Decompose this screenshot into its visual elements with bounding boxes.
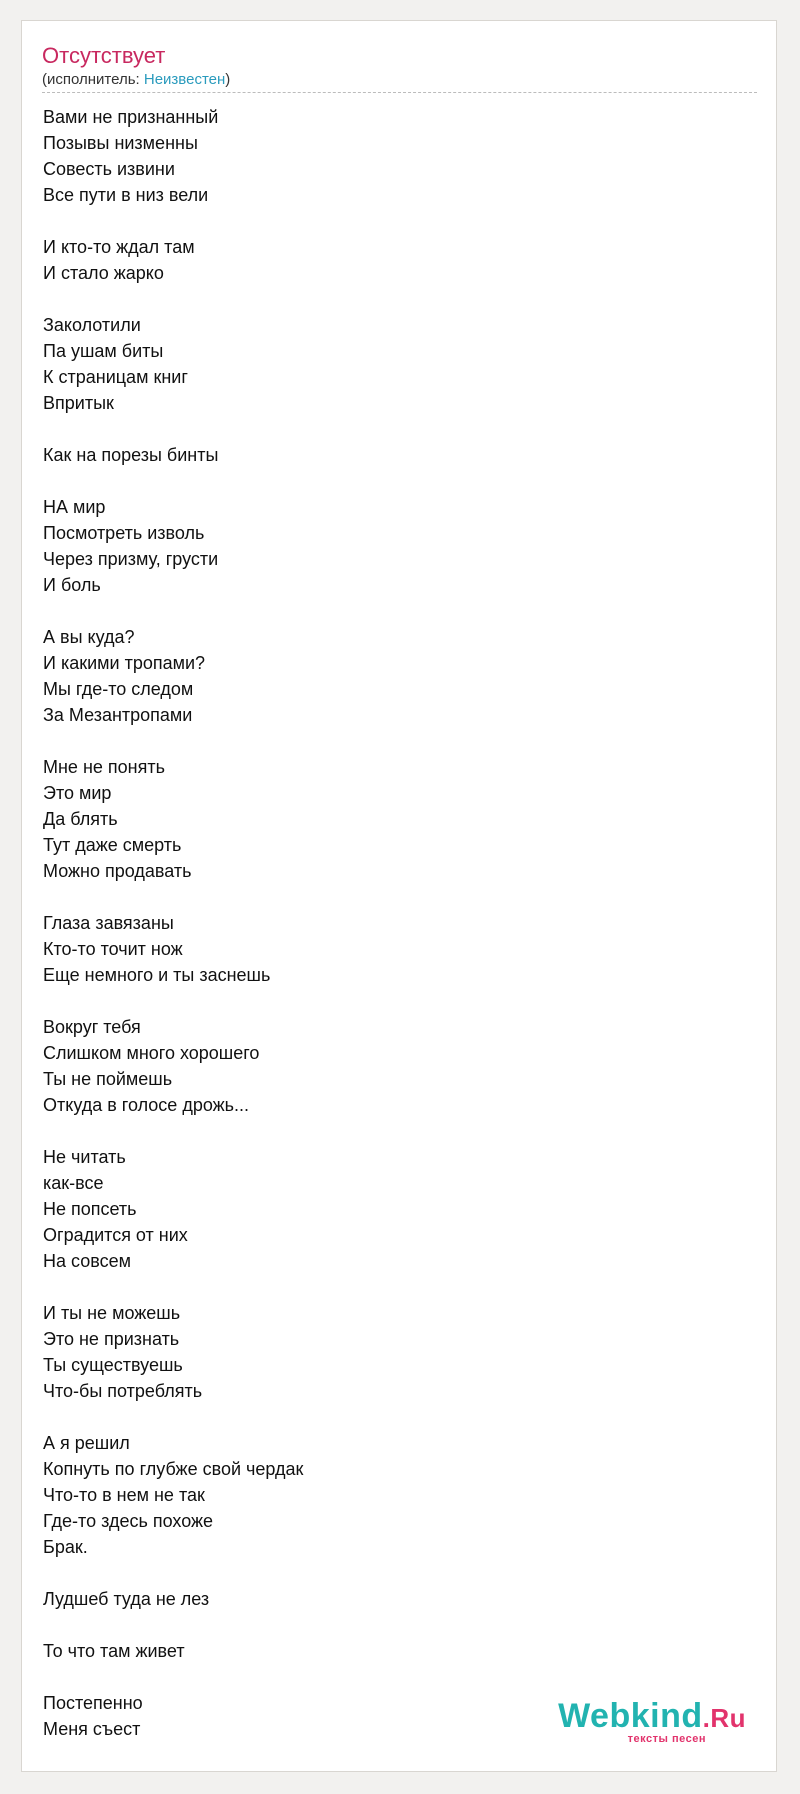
lyrics-line: Заколотили	[43, 315, 141, 335]
lyrics-line: Как на порезы бинты	[43, 445, 219, 465]
lyrics-stanza	[43, 104, 743, 208]
lyrics-line: Копнуть по глубже свой чердак	[43, 1459, 304, 1479]
watermark-tld: .Ru	[702, 1703, 746, 1733]
lyrics-line: Что-бы потреблять	[43, 1381, 203, 1401]
lyrics-line: НА мир	[43, 497, 106, 517]
performer-link[interactable]: Неизвестен	[143, 71, 226, 88]
lyrics-line: Ты не поймешь	[43, 1069, 173, 1089]
lyrics-line: Откуда в голосе дрожь...	[43, 1095, 250, 1115]
lyrics-line: Это не признать	[43, 1329, 180, 1349]
watermark-brand: Webkind	[558, 1697, 703, 1735]
lyrics-line: Можно продавать	[43, 861, 192, 881]
lyrics-stanza	[43, 312, 743, 416]
lyrics-line: И ты не можешь	[43, 1303, 181, 1323]
lyrics-line: Мне не понять	[43, 757, 165, 777]
lyrics-stanza	[43, 494, 743, 598]
lyrics-line: Па ушам биты	[43, 341, 164, 361]
lyrics-stanza	[43, 624, 743, 728]
lyrics-line: Не попсеть	[43, 1199, 137, 1219]
lyrics-text	[43, 104, 743, 1768]
lyrics-stanza	[43, 1144, 743, 1274]
lyrics-stanza	[43, 1586, 743, 1612]
lyrics-line: Это мир	[43, 783, 112, 803]
lyrics-stanza	[43, 1014, 743, 1118]
lyrics-line: А я решил	[43, 1433, 130, 1453]
lyrics-line: Где-то здесь похоже	[43, 1511, 214, 1531]
lyrics-line: Вами не признанный	[43, 107, 219, 127]
lyrics-line: Не читать	[43, 1147, 126, 1167]
lyrics-line: К страницам книг	[43, 367, 188, 387]
lyrics-line: Ты существуешь	[43, 1355, 183, 1375]
lyrics-line: Брак.	[43, 1537, 88, 1557]
lyrics-line: Меня съест	[43, 1719, 141, 1739]
lyrics-stanza	[43, 1300, 743, 1404]
lyrics-line: Кто-то точит нож	[43, 939, 183, 959]
song-header	[42, 43, 737, 89]
lyrics-stanza	[43, 1638, 743, 1664]
lyrics-stanza	[43, 442, 743, 468]
lyrics-card	[21, 20, 777, 1772]
lyrics-line: Слишком много хорошего	[43, 1043, 260, 1063]
performer-suffix: )	[225, 71, 231, 88]
lyrics-line: Совесть извини	[43, 159, 175, 179]
lyrics-line: И стало жарко	[43, 263, 164, 283]
lyrics-line: И какими тропами?	[43, 653, 206, 673]
song-title: Отсутствует	[42, 43, 166, 68]
performer-prefix: (исполнитель:	[42, 71, 144, 88]
lyrics-line: Вокруг тебя	[43, 1017, 141, 1037]
lyrics-stanza	[43, 234, 743, 286]
lyrics-line: Все пути в низ вели	[43, 185, 209, 205]
lyrics-stanza	[43, 1430, 743, 1560]
lyrics-line: Впритык	[43, 393, 114, 413]
lyrics-line: Оградится от них	[43, 1225, 188, 1245]
lyrics-line: Еще немного и ты заснешь	[43, 965, 271, 985]
lyrics-line: Мы где-то следом	[43, 679, 194, 699]
lyrics-line: Позывы низменны	[43, 133, 198, 153]
site-watermark	[558, 1699, 746, 1745]
lyrics-line: Да блять	[43, 809, 118, 829]
lyrics-line: На совсем	[43, 1251, 131, 1271]
watermark-logo	[558, 1699, 746, 1735]
lyrics-line: Глаза завязаны	[43, 913, 174, 933]
lyrics-line: Посмотреть изволь	[43, 523, 205, 543]
lyrics-line: То что там живет	[43, 1641, 185, 1661]
lyrics-line: Что-то в нем не так	[43, 1485, 205, 1505]
header-divider	[42, 92, 757, 93]
lyrics-line: Тут даже смерть	[43, 835, 182, 855]
watermark-tagline: тексты песен	[627, 1733, 706, 1745]
lyrics-line: За Мезантропами	[43, 705, 193, 725]
lyrics-line: как-все	[43, 1173, 104, 1193]
lyrics-line: Через призму, грусти	[43, 549, 219, 569]
lyrics-line: А вы куда?	[43, 627, 135, 647]
lyrics-line: Постепенно	[43, 1693, 143, 1713]
lyrics-stanza	[43, 754, 743, 884]
lyrics-line: Лудшеб туда не лез	[43, 1589, 210, 1609]
lyrics-stanza	[43, 910, 743, 988]
performer-line	[42, 71, 737, 89]
lyrics-line: И боль	[43, 575, 101, 595]
lyrics-line: И кто-то ждал там	[43, 237, 195, 257]
